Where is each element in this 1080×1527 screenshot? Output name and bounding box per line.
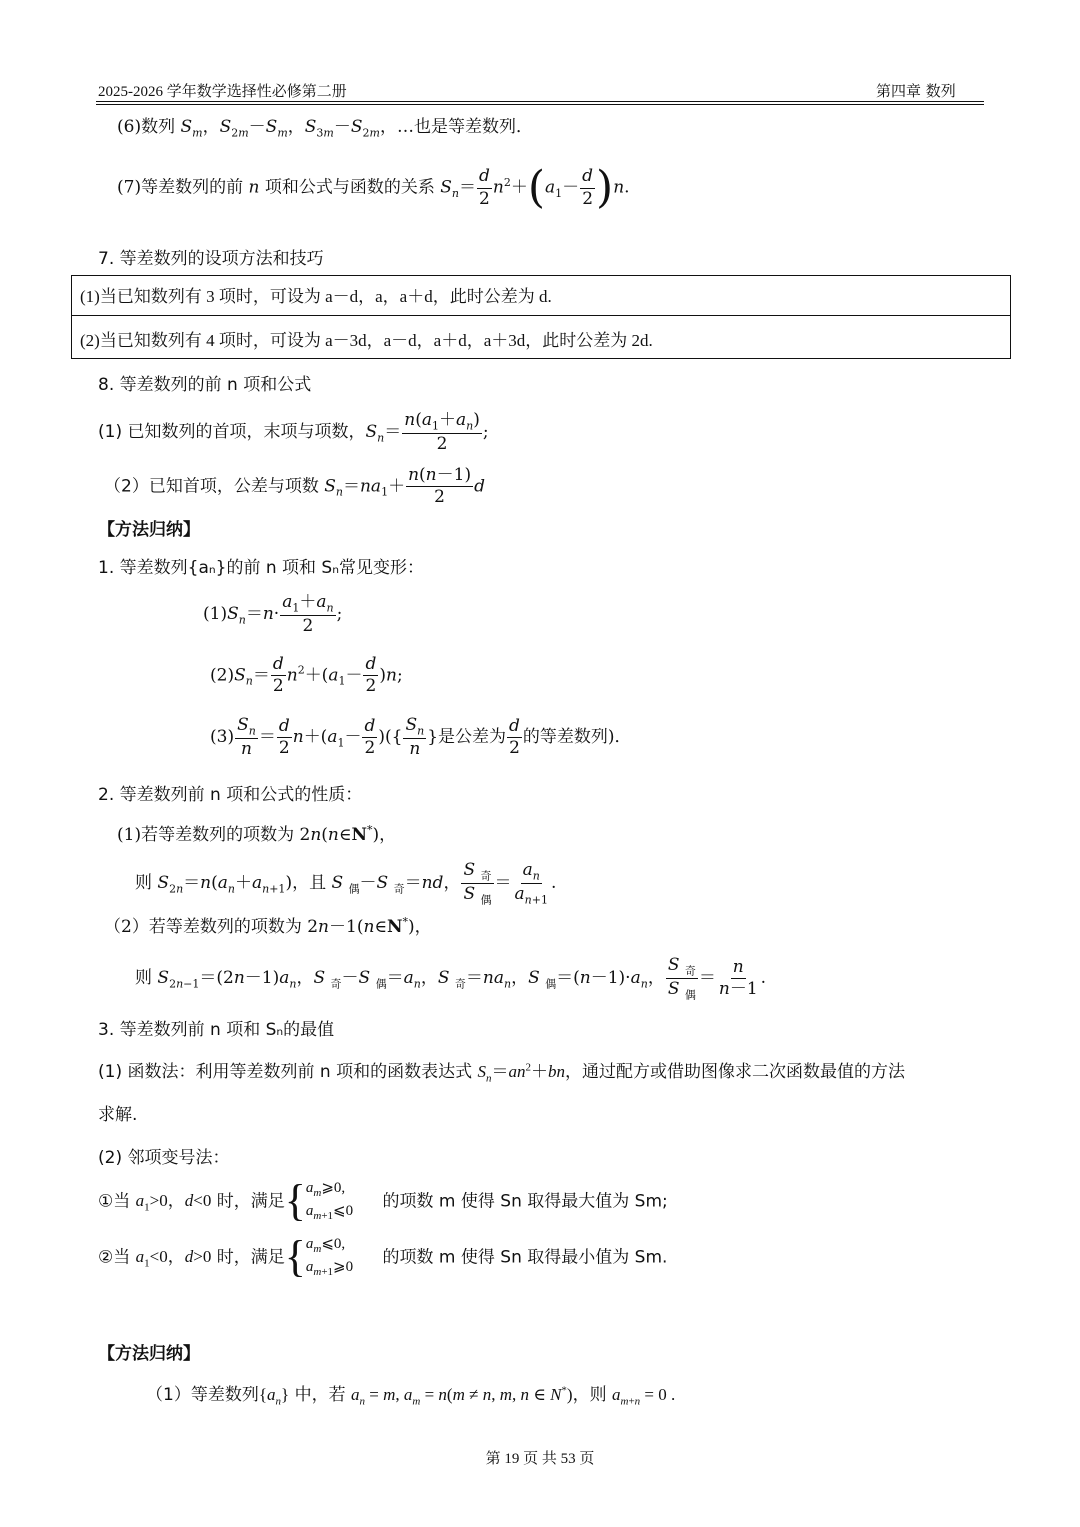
prop-2b: 则 $S_{2n-1}=(2n-1)a_n$，S $_奇$－S $_偶=a_n$，S $_奇=na_n$，S $_偶=(n-1)\cdot a_n$， $\frac{S _奇}{S _偶}$ ＝ $\frac{n}{n-1}$ .	[135, 955, 767, 1002]
item-7: (7)等差数列的前 n 项和公式与函数的关系 $S_n=$ $\frac{d}{2}$ $n^2+(a_1-$ $\frac{d}{2}$ )n.	[117, 162, 630, 213]
variant-3: (3) $\frac{S_n}{n}$ ＝ $\frac{d}{2}$ $n+(a_1-$ $\frac{d}{2}$ )({ $\frac{S_n}{n}$ }是公差为 $\frac{d}{2}$ 的等差数列)．	[210, 715, 632, 760]
case-1: ①当 $a_1>0$，d<0 时，满足 { $a_m⩾0$, $a_{m+1}⩽0$ 的项数 m 使得 Sn 取得最大值为 Sm;	[98, 1176, 668, 1226]
page-footer: 第 19 页 共 53 页	[485, 1451, 595, 1467]
prop-2a: （2）若等差数列的项数为 2n－1(n∈N*)，	[104, 915, 432, 937]
extreme-m1: (1) 函数法：利用等差数列前 n 项和的函数表达式 $S_n=an^2+bn$，通过配方或借助图像求二次函数最值的方法	[98, 1061, 905, 1085]
case-2: ②当 $a_1<0$，d>0 时，满足 { $a_m⩽0$, $a_{m+1}⩾0$ 的项数 m 使得 Sn 取得最小值为 Sm.	[98, 1232, 668, 1282]
table-row-2: (2)当已知数列有 4 项时，可设为 a－3d，a－d，a＋d，a＋3d，此时公差为 2d.	[80, 331, 653, 350]
variant-2: $(2)S_n=$ $\frac{d}{2}$ $n^2+(a_1-$ $\frac{d}{2}$ )n;	[210, 654, 403, 697]
sum-formula-2: （2）已知首项，公差与项数 $S_n=na_1+$ $\frac{n(n-1)}{2}$ d	[104, 465, 485, 508]
header-rule	[96, 101, 984, 102]
prop-1b: 则 $S_{2n}=n(a_n+a_{n+1})$，且 S $_偶$－S $_奇$＝nd， $\frac{S _奇}{S _偶}$ ＝ $\frac{a_n}{a_{n+1}}$ .	[135, 860, 557, 907]
section7-title: 7. 等差数列的设项方法和技巧	[98, 249, 324, 269]
table-box	[71, 275, 1011, 359]
table-divider	[72, 315, 1010, 316]
header-left: 2025-2026 学年数学选择性必修第二册	[98, 84, 347, 100]
method2-item-1: （1）等差数列$\{a_n\}$ 中，若 $a_n = m$, $a_m = n(m \ne n$, m, n ∈ N*)，则 $a_{m+n} = 0$ .	[146, 1384, 676, 1408]
item-6: (6)数列 $S_m$，$S_{2m}-S_m$，$S_{3m}-S_{2m}$，…也是等差数列．	[117, 117, 533, 140]
section8-title: 8. 等差数列的前 n 项和公式	[98, 375, 312, 395]
table-row-1: (1)当已知数列有 3 项时，可设为 a－d，a，a＋d，此时公差为 d.	[80, 287, 552, 306]
method-heading-1: 【方法归纳】	[98, 520, 200, 540]
variant-1: $(1)S_n=n\cdot$ $\frac{a_1+a_n}{2}$ ;	[203, 592, 343, 637]
header-rule-thin	[96, 104, 984, 105]
header-right: 第四章 数列	[876, 82, 956, 100]
extreme-title: 3. 等差数列前 n 项和 Sₙ的最值	[98, 1020, 335, 1040]
props-title: 2. 等差数列前 n 项和公式的性质：	[98, 785, 363, 805]
method-heading-2: 【方法归纳】	[98, 1344, 200, 1364]
extreme-m1-end: 求解.	[98, 1105, 138, 1125]
sum-formula-1: (1) 已知数列的首项，末项与项数，$S_n=$ $\frac{n(a_1+a_n)}{2}$ ;	[98, 410, 489, 455]
extreme-m2: (2) 邻项变号法：	[98, 1148, 230, 1168]
method1-title: 1. 等差数列{aₙ}的前 n 项和 Sₙ常见变形：	[98, 558, 424, 578]
prop-1a: (1)若等差数列的项数为 2n(n∈N*)，	[117, 823, 397, 845]
